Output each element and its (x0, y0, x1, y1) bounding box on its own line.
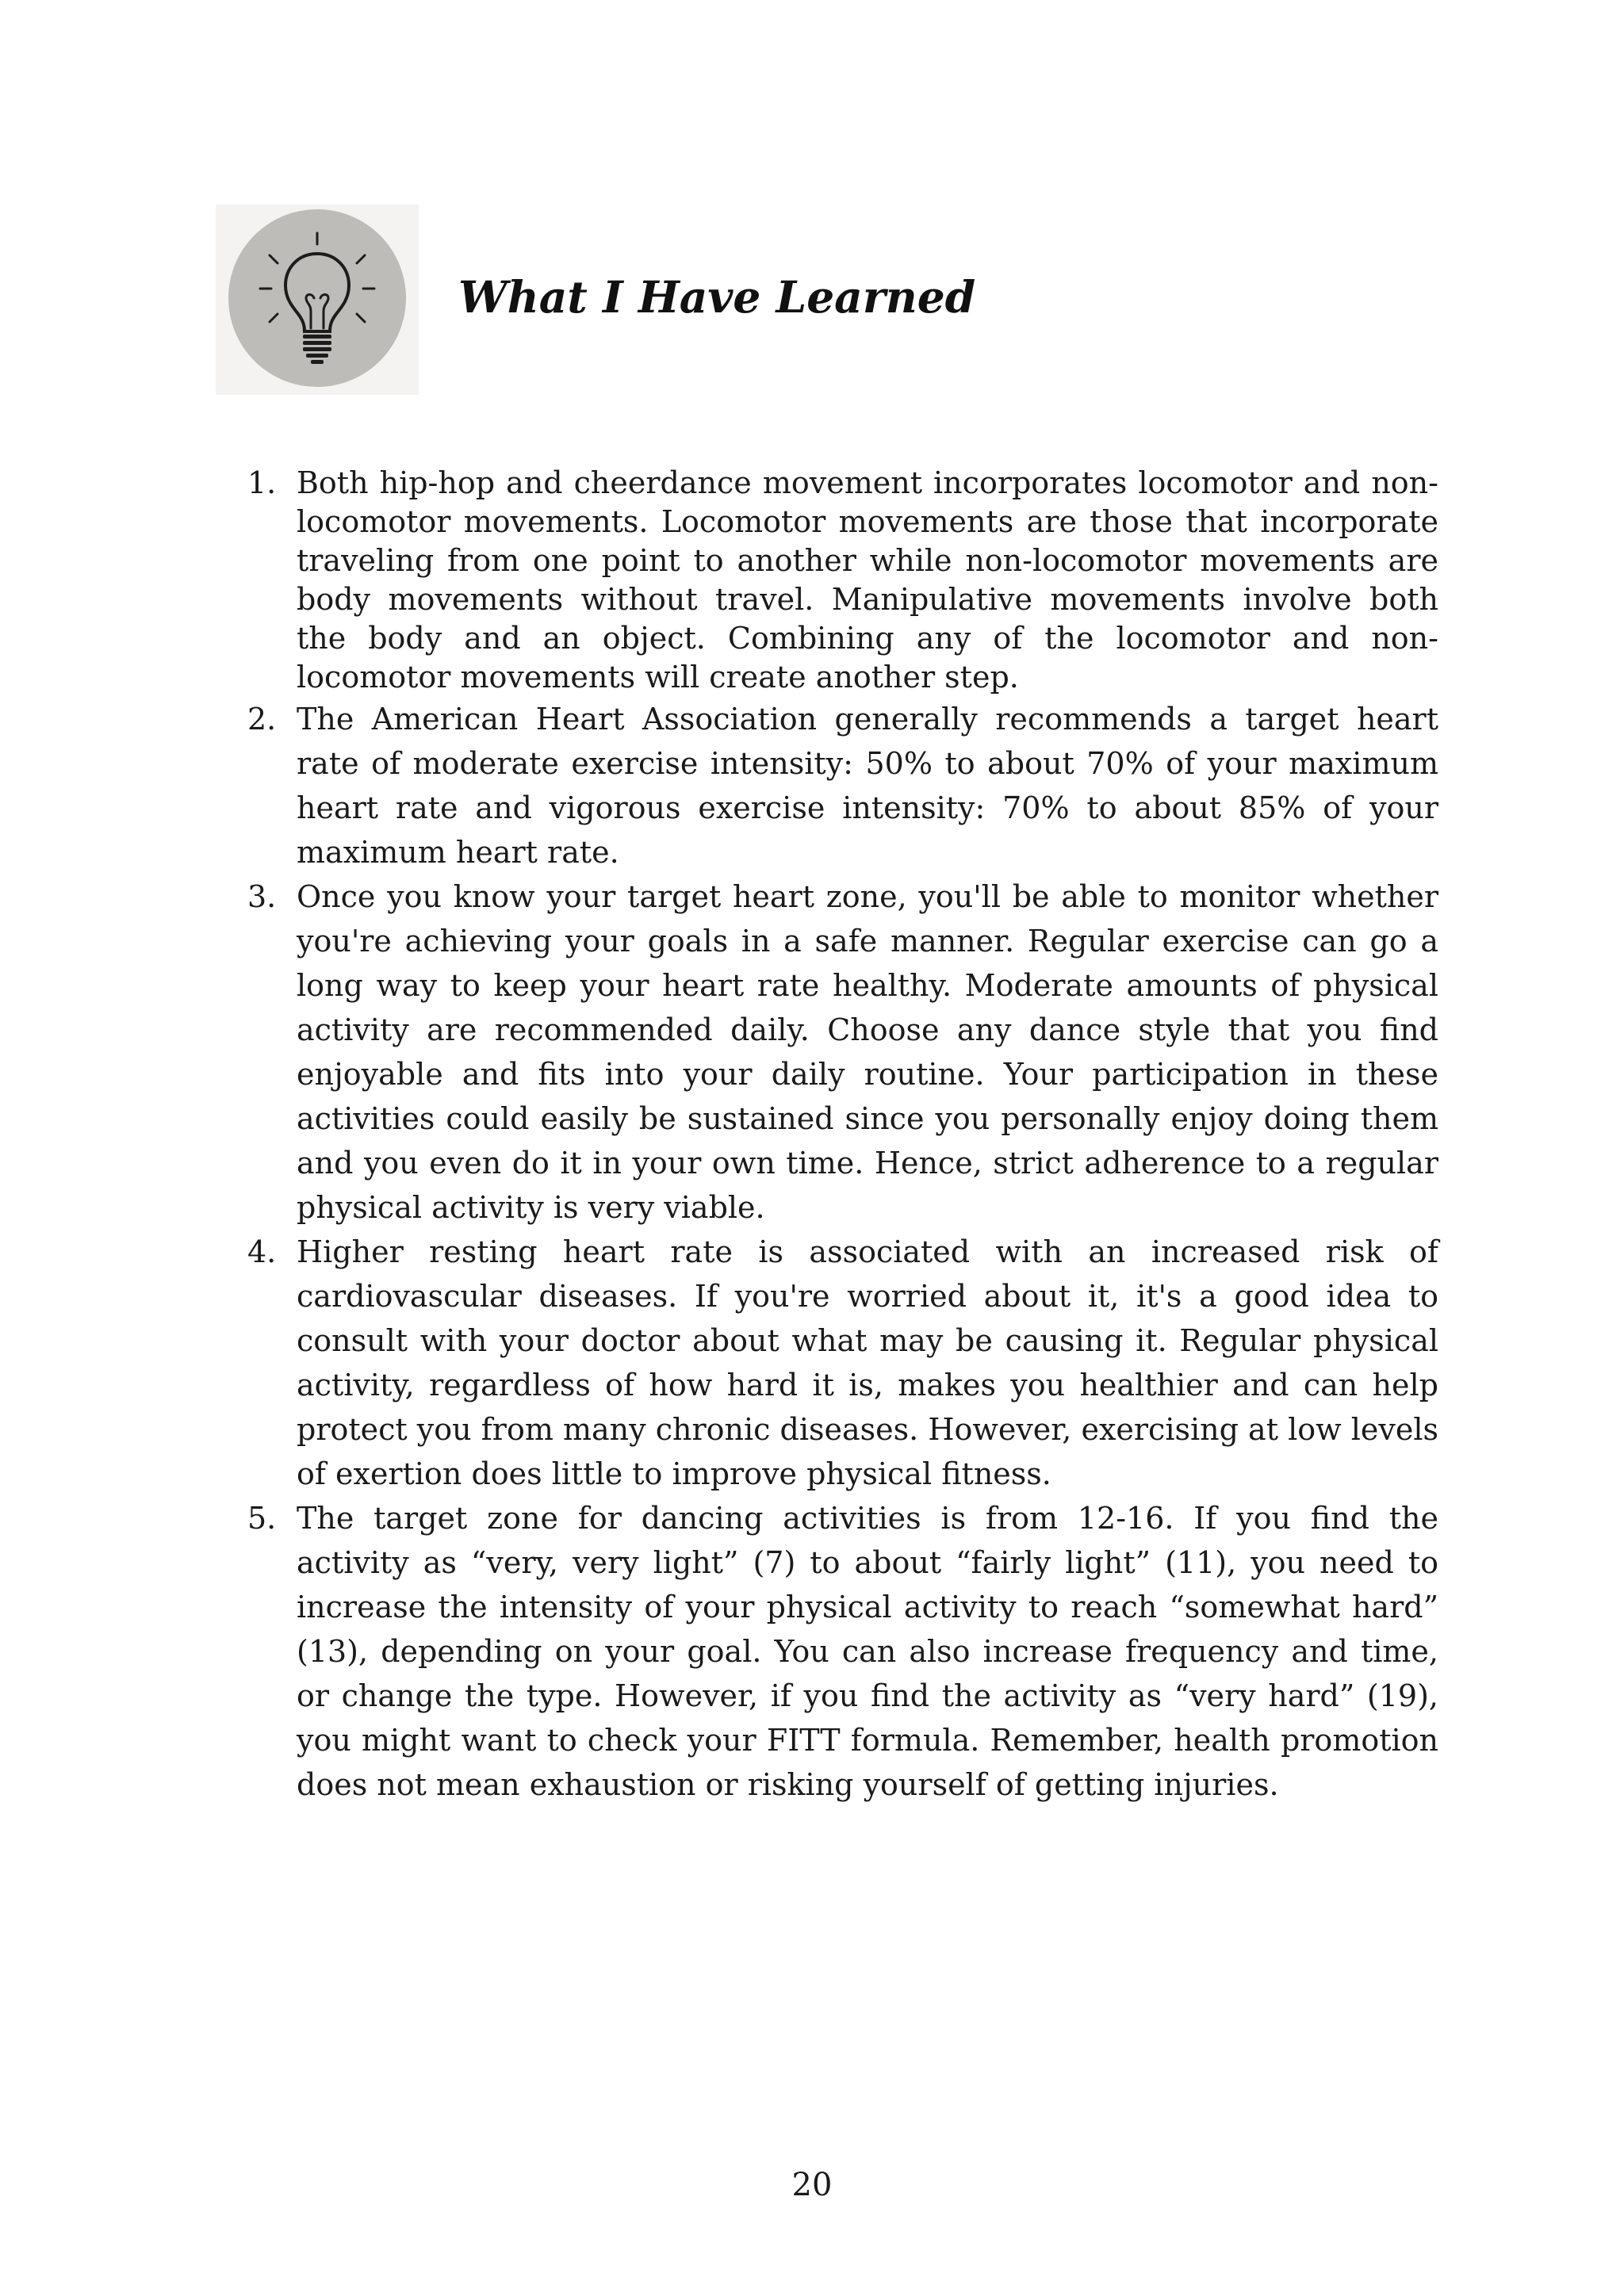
list-item (238, 1230, 1438, 1496)
list-item (238, 697, 1438, 874)
lightbulb-icon (228, 209, 406, 387)
list-item-number: 5. (247, 1501, 277, 1536)
section-icon-box (216, 205, 419, 395)
list-item-number: 2. (247, 702, 277, 737)
page-number: 20 (791, 2167, 833, 2203)
list-item-text: The target zone for dancing activities is from 12-16. If you find the activity as “very, very light” (7) to about “fairly light” (11), you need to increase the intensity of your physical activity to reach “somewhat hard” (13), depending on your goal. You can also increase frequency and time, or change the type. However, if you find the activity as “very hard” (19), you might want to check your FITT formula. Remember, health promotion does not mean exhaustion or risking yourself of getting injuries. (297, 1501, 1438, 1802)
list-item (238, 874, 1438, 1230)
list-item-text: Once you know your target heart zone, you'll be able to monitor whether you're achieving your goals in a safe manner. Regular exercise can go a long way to keep your heart rate healthy. Moderate amounts of physical activity are recommended daily. Choose any dance style that you find enjoyable and fits into your daily routine. Your participation in these activities could easily be sustained since you personally enjoy doing them and you even do it in your own time. Hence, strict adherence to a regular physical activity is very viable. (297, 879, 1438, 1225)
list-item (238, 464, 1438, 697)
list-item-number: 3. (247, 879, 277, 914)
list-item-text: Higher resting heart rate is associated with an increased risk of cardiovascular diseases. If you're worried about it, it's a good idea to consult with your doctor about what may be causing it. Regular physical activity, regardless of how hard it is, makes you healthier and can help protect you from many chronic diseases. However, exercising at low levels of exertion does little to improve physical fitness. (297, 1234, 1438, 1491)
list-item-text: Both hip-hop and cheerdance movement incorporates locomotor and non-locomotor movements. Locomotor movements are those that incorporate traveling from one point to another while non-locomotor movements are body movements without travel. Manipulative movements involve both the body and an object. Combining any of the locomotor and non-locomotor movements will create another step. (297, 465, 1438, 695)
list-item (238, 1496, 1438, 1807)
list-item-number: 1. (247, 465, 277, 500)
learning-points-list (238, 464, 1438, 1807)
list-item-number: 4. (247, 1234, 277, 1269)
section-title: What I Have Learned (458, 271, 976, 323)
list-item-text: The American Heart Association generally recommends a target heart rate of moderate exercise intensity: 50% to about 70% of your maximum heart rate and vigorous exercise intensity: 70% to about 85% of your maximum heart rate. (297, 702, 1438, 870)
